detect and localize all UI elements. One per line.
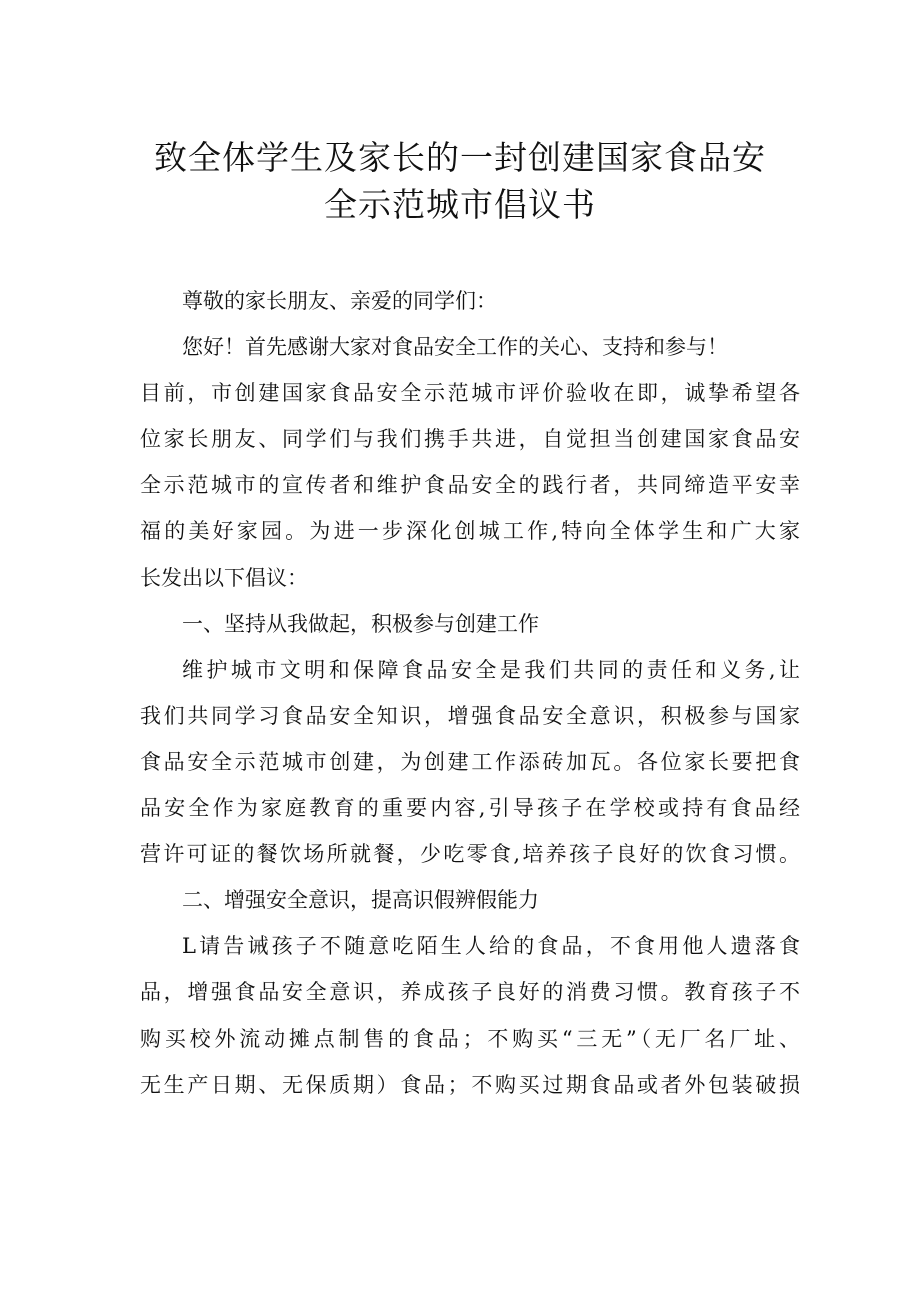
paragraph-line: 营许可证的餐饮场所就餐，少吃零食,培养孩子良好的饮食习惯。 (140, 842, 800, 867)
document-title-line-2: 全示范城市倡议书 (324, 185, 596, 224)
paragraph-line: 无生产日期、无保质期）食品；不购买过期食品或者外包装破损 (140, 1072, 800, 1097)
paragraph-line: 我们共同学习食品安全知识，增强食品安全意识，积极参与国家 (140, 703, 800, 728)
paragraph-line: 福的美好家园。为进一步深化创城工作,特向全体学生和广大家 (140, 519, 800, 544)
section-heading-2: 二、增强安全意识，提高识假辨假能力 (182, 888, 539, 913)
paragraph-line: 长发出以下倡议： (140, 565, 308, 590)
greeting-line: 您好！首先感谢大家对食品安全工作的关心、支持和参与！ (182, 335, 728, 360)
paragraph-line: 全示范城市的宣传者和维护食品安全的践行者，共同缔造平安幸 (140, 473, 800, 498)
paragraph-line: L请告诫孩子不随意吃陌生人给的食品，不食用他人遗落食 (182, 934, 800, 959)
salutation: 尊敬的家长朋友、亲爱的同学们： (182, 289, 497, 313)
document-title-line-1: 致全体学生及家长的一封创建国家食品安 (154, 138, 766, 177)
paragraph-line: 品，增强食品安全意识，养成孩子良好的消费习惯。教育孩子不 (140, 980, 800, 1005)
paragraph-line: 购买校外流动摊点制售的食品；不购买“三无”（无厂名厂址、 (140, 1026, 800, 1051)
section-heading-1: 一、坚持从我做起，积极参与创建工作 (182, 611, 539, 636)
paragraph-line: 食品安全示范城市创建，为创建工作添砖加瓦。各位家长要把食 (140, 749, 800, 774)
paragraph-line: 位家长朋友、同学们与我们携手共进，自觉担当创建国家食品安 (140, 427, 800, 452)
paragraph-line: 目前，市创建国家食品安全示范城市评价验收在即，诚挚希望各 (140, 381, 800, 406)
paragraph-line: 品安全作为家庭教育的重要内容,引导孩子在学校或持有食品经 (140, 796, 800, 821)
paragraph-line: 维护城市文明和保障食品安全是我们共同的责任和义务,让 (182, 657, 800, 682)
document-body (140, 278, 800, 1108)
